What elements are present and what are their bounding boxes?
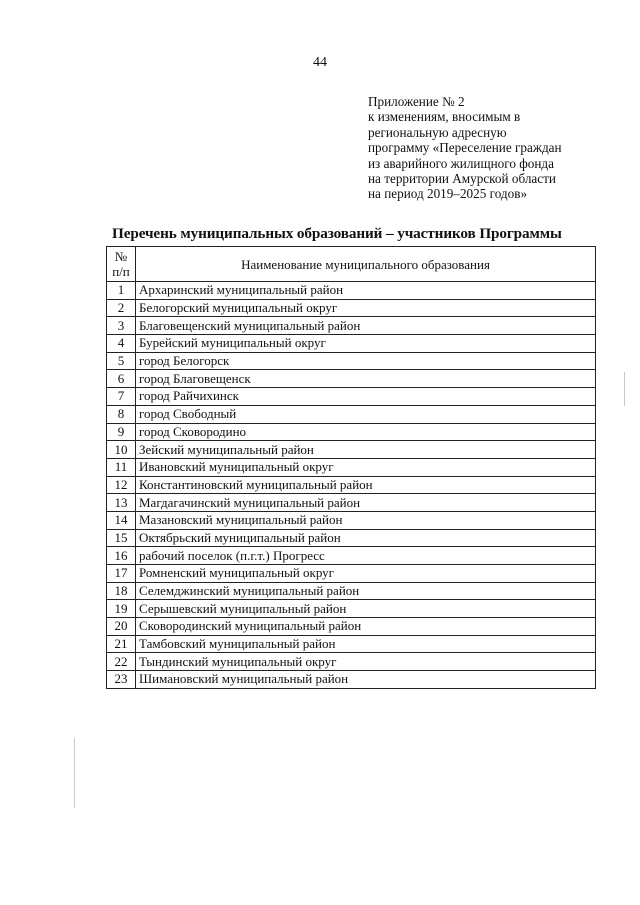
table-row <box>107 511 596 529</box>
appendix-line: программу «Переселение граждан <box>368 140 562 156</box>
municipality-name-cell: Белогорский муниципальный округ <box>136 299 596 317</box>
row-number-cell: 22 <box>107 653 136 671</box>
row-number-cell: 7 <box>107 388 136 406</box>
table-row <box>107 317 596 335</box>
municipality-name-cell: город Сковородино <box>136 423 596 441</box>
appendix-line: из аварийного жилищного фонда <box>368 155 554 171</box>
document-title: Перечень муниципальных образований – участников Программы <box>112 225 562 242</box>
row-number-cell: 2 <box>107 299 136 317</box>
municipality-name-cell: Серышевский муниципальный район <box>136 600 596 618</box>
row-number-cell: 8 <box>107 405 136 423</box>
scan-artifact <box>624 372 625 406</box>
table-row <box>107 352 596 370</box>
municipality-name-cell: Архаринский муниципальный район <box>136 282 596 300</box>
municipality-name-cell: Тындинский муниципальный округ <box>136 653 596 671</box>
municipality-name-cell: Селемджинский муниципальный район <box>136 582 596 600</box>
table-row <box>107 582 596 600</box>
municipality-name-cell: Тамбовский муниципальный район <box>136 635 596 653</box>
row-number-cell: 19 <box>107 600 136 618</box>
row-number-cell: 3 <box>107 317 136 335</box>
appendix-line: на период 2019–2025 годов» <box>368 186 528 202</box>
table-header-row <box>107 247 596 282</box>
table-row <box>107 458 596 476</box>
row-number-cell: 20 <box>107 618 136 636</box>
municipalities-table <box>106 246 596 689</box>
municipality-name-cell: Шимановский муниципальный район <box>136 671 596 689</box>
municipality-name-cell: Магдагачинский муниципальный район <box>136 494 596 512</box>
row-number-cell: 9 <box>107 423 136 441</box>
municipality-name-cell: город Райчихинск <box>136 388 596 406</box>
row-number-cell: 10 <box>107 441 136 459</box>
table-row <box>107 600 596 618</box>
column-header-number <box>107 247 136 282</box>
municipality-name-cell: город Белогорск <box>136 352 596 370</box>
table-row <box>107 618 596 636</box>
appendix-line: на территории Амурской области <box>368 171 556 187</box>
row-number-cell: 4 <box>107 335 136 353</box>
municipality-name-cell: Ивановский муниципальный округ <box>136 458 596 476</box>
municipality-name-cell: Константиновский муниципальный район <box>136 476 596 494</box>
row-number-cell: 18 <box>107 582 136 600</box>
row-number-cell: 6 <box>107 370 136 388</box>
row-number-cell: 14 <box>107 511 136 529</box>
table-row <box>107 494 596 512</box>
row-number-cell: 13 <box>107 494 136 512</box>
table-row <box>107 671 596 689</box>
appendix-header <box>368 94 598 202</box>
municipality-name-cell: рабочий поселок (п.г.т.) Прогресс <box>136 547 596 565</box>
table-row <box>107 547 596 565</box>
appendix-line: Приложение № 2 <box>368 94 465 109</box>
column-header-name: Наименование муниципального образования <box>136 247 596 282</box>
appendix-line: региональную адресную <box>368 124 507 140</box>
table-row <box>107 388 596 406</box>
table-row <box>107 335 596 353</box>
table-row <box>107 565 596 583</box>
row-number-cell: 11 <box>107 458 136 476</box>
table-row <box>107 653 596 671</box>
table-row <box>107 476 596 494</box>
table-row <box>107 423 596 441</box>
column-header-number-line: п/п <box>112 264 130 279</box>
municipality-name-cell: Благовещенский муниципальный район <box>136 317 596 335</box>
municipality-name-cell: Сковородинский муниципальный район <box>136 618 596 636</box>
table-row <box>107 299 596 317</box>
page-number: 44 <box>313 55 327 70</box>
table-row <box>107 370 596 388</box>
table-row <box>107 405 596 423</box>
table-body <box>107 282 596 689</box>
table-row <box>107 529 596 547</box>
appendix-line: к изменениям, вносимым в <box>368 109 521 125</box>
municipality-name-cell: Октябрьский муниципальный район <box>136 529 596 547</box>
municipality-name-cell: город Свободный <box>136 405 596 423</box>
municipality-name-cell: Ромненский муниципальный округ <box>136 565 596 583</box>
column-header-number-line: № <box>114 249 128 264</box>
row-number-cell: 1 <box>107 282 136 300</box>
row-number-cell: 16 <box>107 547 136 565</box>
table-row <box>107 441 596 459</box>
row-number-cell: 23 <box>107 671 136 689</box>
table-row <box>107 282 596 300</box>
table-row <box>107 635 596 653</box>
row-number-cell: 5 <box>107 352 136 370</box>
municipality-name-cell: Зейский муниципальный район <box>136 441 596 459</box>
row-number-cell: 12 <box>107 476 136 494</box>
scan-artifact <box>74 738 75 808</box>
row-number-cell: 21 <box>107 635 136 653</box>
row-number-cell: 17 <box>107 565 136 583</box>
municipality-name-cell: город Благовещенск <box>136 370 596 388</box>
municipality-name-cell: Бурейский муниципальный округ <box>136 335 596 353</box>
row-number-cell: 15 <box>107 529 136 547</box>
municipality-name-cell: Мазановский муниципальный район <box>136 511 596 529</box>
